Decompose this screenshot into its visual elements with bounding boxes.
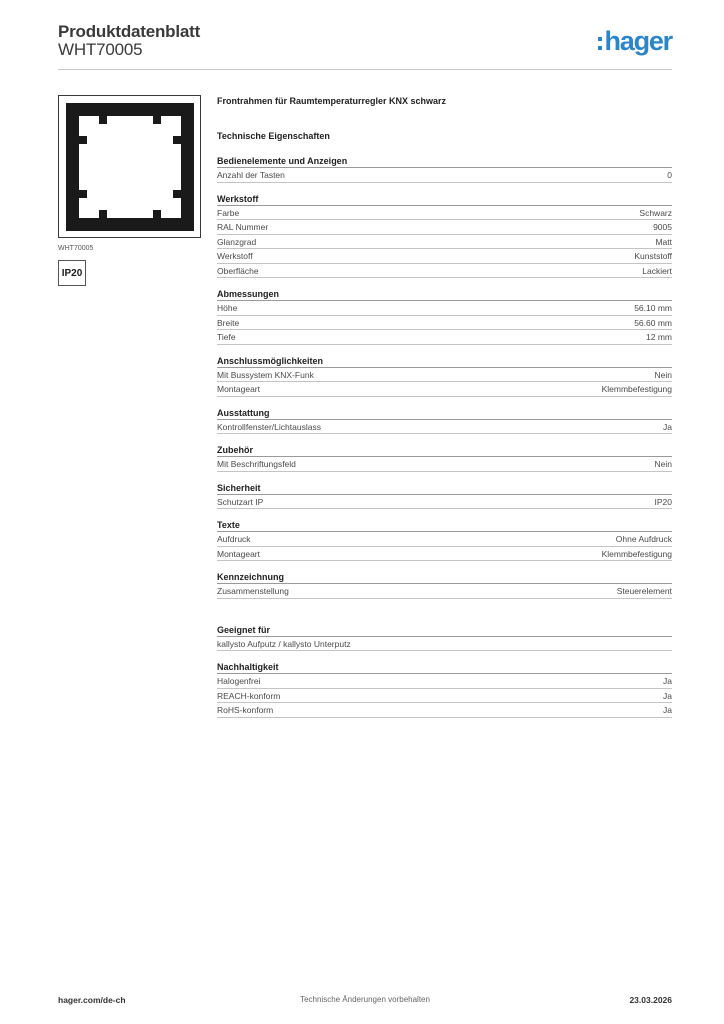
spec-row bbox=[217, 382, 672, 397]
spec-section bbox=[217, 356, 672, 397]
spec-row bbox=[217, 330, 672, 345]
spec-value: Ja bbox=[663, 690, 672, 701]
hager-logo bbox=[598, 27, 672, 55]
spec-section bbox=[217, 408, 672, 435]
spec-section bbox=[217, 156, 672, 183]
section-title: Anschlussmöglichkeiten bbox=[217, 356, 672, 368]
spec-row bbox=[217, 368, 672, 383]
spec-section bbox=[217, 289, 672, 345]
spec-value: Schwarz bbox=[639, 207, 672, 218]
spec-value: Ohne Aufdruck bbox=[615, 534, 672, 544]
section-title: Kennzeichnung bbox=[217, 572, 672, 584]
logo-dots-icon bbox=[598, 37, 602, 50]
logo-text: hager bbox=[604, 26, 672, 56]
spec-label: RoHS-konform bbox=[217, 705, 274, 715]
spec-row bbox=[217, 584, 672, 599]
spec-value: 0 bbox=[667, 170, 672, 180]
image-caption: WHT70005 bbox=[58, 245, 94, 252]
spec-row bbox=[217, 420, 672, 435]
page-header bbox=[58, 20, 672, 70]
footer-website: hager.com/de-ch bbox=[58, 995, 126, 1005]
section-title: Werkstoff bbox=[217, 194, 672, 206]
spec-value: 9005 bbox=[653, 222, 672, 232]
spec-section bbox=[217, 520, 672, 561]
document-subtitle: WHT70005 bbox=[58, 40, 143, 59]
spec-label: Anzahl der Tasten bbox=[217, 170, 285, 180]
spec-label: Werkstoff bbox=[217, 251, 253, 261]
spec-label: Montageart bbox=[217, 548, 260, 559]
spec-section bbox=[217, 445, 672, 472]
spec-value: Matt bbox=[655, 236, 672, 247]
document-title: Produktdatenblatt bbox=[58, 22, 201, 41]
spec-value: Lackiert bbox=[642, 265, 672, 276]
spec-label: Mit Beschriftungsfeld bbox=[217, 459, 296, 469]
spec-label: Aufdruck bbox=[217, 534, 251, 544]
spec-value: Nein bbox=[654, 369, 672, 380]
spec-label: Höhe bbox=[217, 303, 238, 313]
footer-disclaimer: Technische Änderungen vorbehalten bbox=[300, 995, 430, 1004]
section-title: Nachhaltigkeit bbox=[217, 662, 672, 674]
spec-sections bbox=[217, 156, 672, 718]
spec-label: Oberfläche bbox=[217, 265, 259, 276]
spec-row bbox=[217, 249, 672, 264]
spec-label: REACH-konform bbox=[217, 690, 281, 701]
section-title: Texte bbox=[217, 520, 672, 532]
spec-value: 56.60 mm bbox=[634, 317, 672, 328]
spec-row bbox=[217, 235, 672, 250]
ip-rating-badge: IP20 bbox=[58, 260, 86, 286]
spec-value: Nein bbox=[654, 459, 672, 469]
spec-value: Ja bbox=[663, 421, 672, 432]
spec-row bbox=[217, 220, 672, 235]
spec-label: Zusammenstellung bbox=[217, 586, 289, 596]
spec-value: Ja bbox=[663, 676, 672, 686]
product-name: Frontrahmen für Raumtemperaturregler KNX schwarz bbox=[217, 96, 447, 106]
spec-row bbox=[217, 168, 672, 183]
spec-row bbox=[217, 264, 672, 279]
spec-row bbox=[217, 532, 672, 547]
section-title: Sicherheit bbox=[217, 483, 672, 495]
spec-row bbox=[217, 689, 672, 704]
spec-section bbox=[217, 625, 672, 652]
spec-label: Mit Bussystem KNX-Funk bbox=[217, 369, 314, 380]
spec-row bbox=[217, 547, 672, 562]
spec-row bbox=[217, 495, 672, 510]
product-image bbox=[58, 95, 201, 238]
spec-label: Montageart bbox=[217, 384, 260, 394]
left-column bbox=[58, 95, 201, 286]
spec-label: Breite bbox=[217, 317, 240, 328]
spec-label: kallysto Aufputz / kallysto Unterputz bbox=[217, 638, 351, 649]
spec-value: Steuerelement bbox=[616, 586, 672, 596]
section-title: Zubehör bbox=[217, 445, 672, 457]
spec-row bbox=[217, 206, 672, 221]
spec-section bbox=[217, 194, 672, 279]
spec-value: Kunststoff bbox=[634, 251, 672, 261]
spec-label: Kontrollfenster/Lichtauslass bbox=[217, 421, 321, 432]
spec-value: 56.10 mm bbox=[634, 303, 672, 313]
footer-date: 23.03.2026 bbox=[629, 995, 672, 1005]
spec-value: Ja bbox=[663, 705, 672, 715]
spec-value: 12 mm bbox=[646, 332, 672, 342]
spec-row bbox=[217, 703, 672, 718]
section-title: Ausstattung bbox=[217, 408, 672, 420]
spec-value: IP20 bbox=[654, 496, 672, 507]
spec-row bbox=[217, 637, 672, 652]
spec-row bbox=[217, 674, 672, 689]
section-title: Abmessungen bbox=[217, 289, 672, 301]
spec-label: Tiefe bbox=[217, 332, 236, 342]
frame-product-icon bbox=[66, 103, 194, 231]
section-title: Geeignet für bbox=[217, 625, 672, 637]
spec-label: Halogenfrei bbox=[217, 676, 261, 686]
spec-row bbox=[217, 301, 672, 316]
spec-row bbox=[217, 457, 672, 472]
section-title: Bedienelemente und Anzeigen bbox=[217, 156, 672, 168]
spec-value: Klemmbefestigung bbox=[601, 548, 672, 559]
page-footer bbox=[58, 995, 672, 1009]
spec-label: RAL Nummer bbox=[217, 222, 269, 232]
main-content bbox=[217, 96, 672, 718]
spec-section bbox=[217, 572, 672, 599]
technical-properties-title: Technische Eigenschaften bbox=[217, 131, 330, 141]
spec-label: Glanzgrad bbox=[217, 236, 257, 247]
spec-section bbox=[217, 483, 672, 510]
spec-label: Farbe bbox=[217, 207, 240, 218]
spec-value: Klemmbefestigung bbox=[601, 384, 672, 394]
spec-section bbox=[217, 662, 672, 718]
spec-label: Schutzart IP bbox=[217, 496, 264, 507]
spec-row bbox=[217, 316, 672, 331]
